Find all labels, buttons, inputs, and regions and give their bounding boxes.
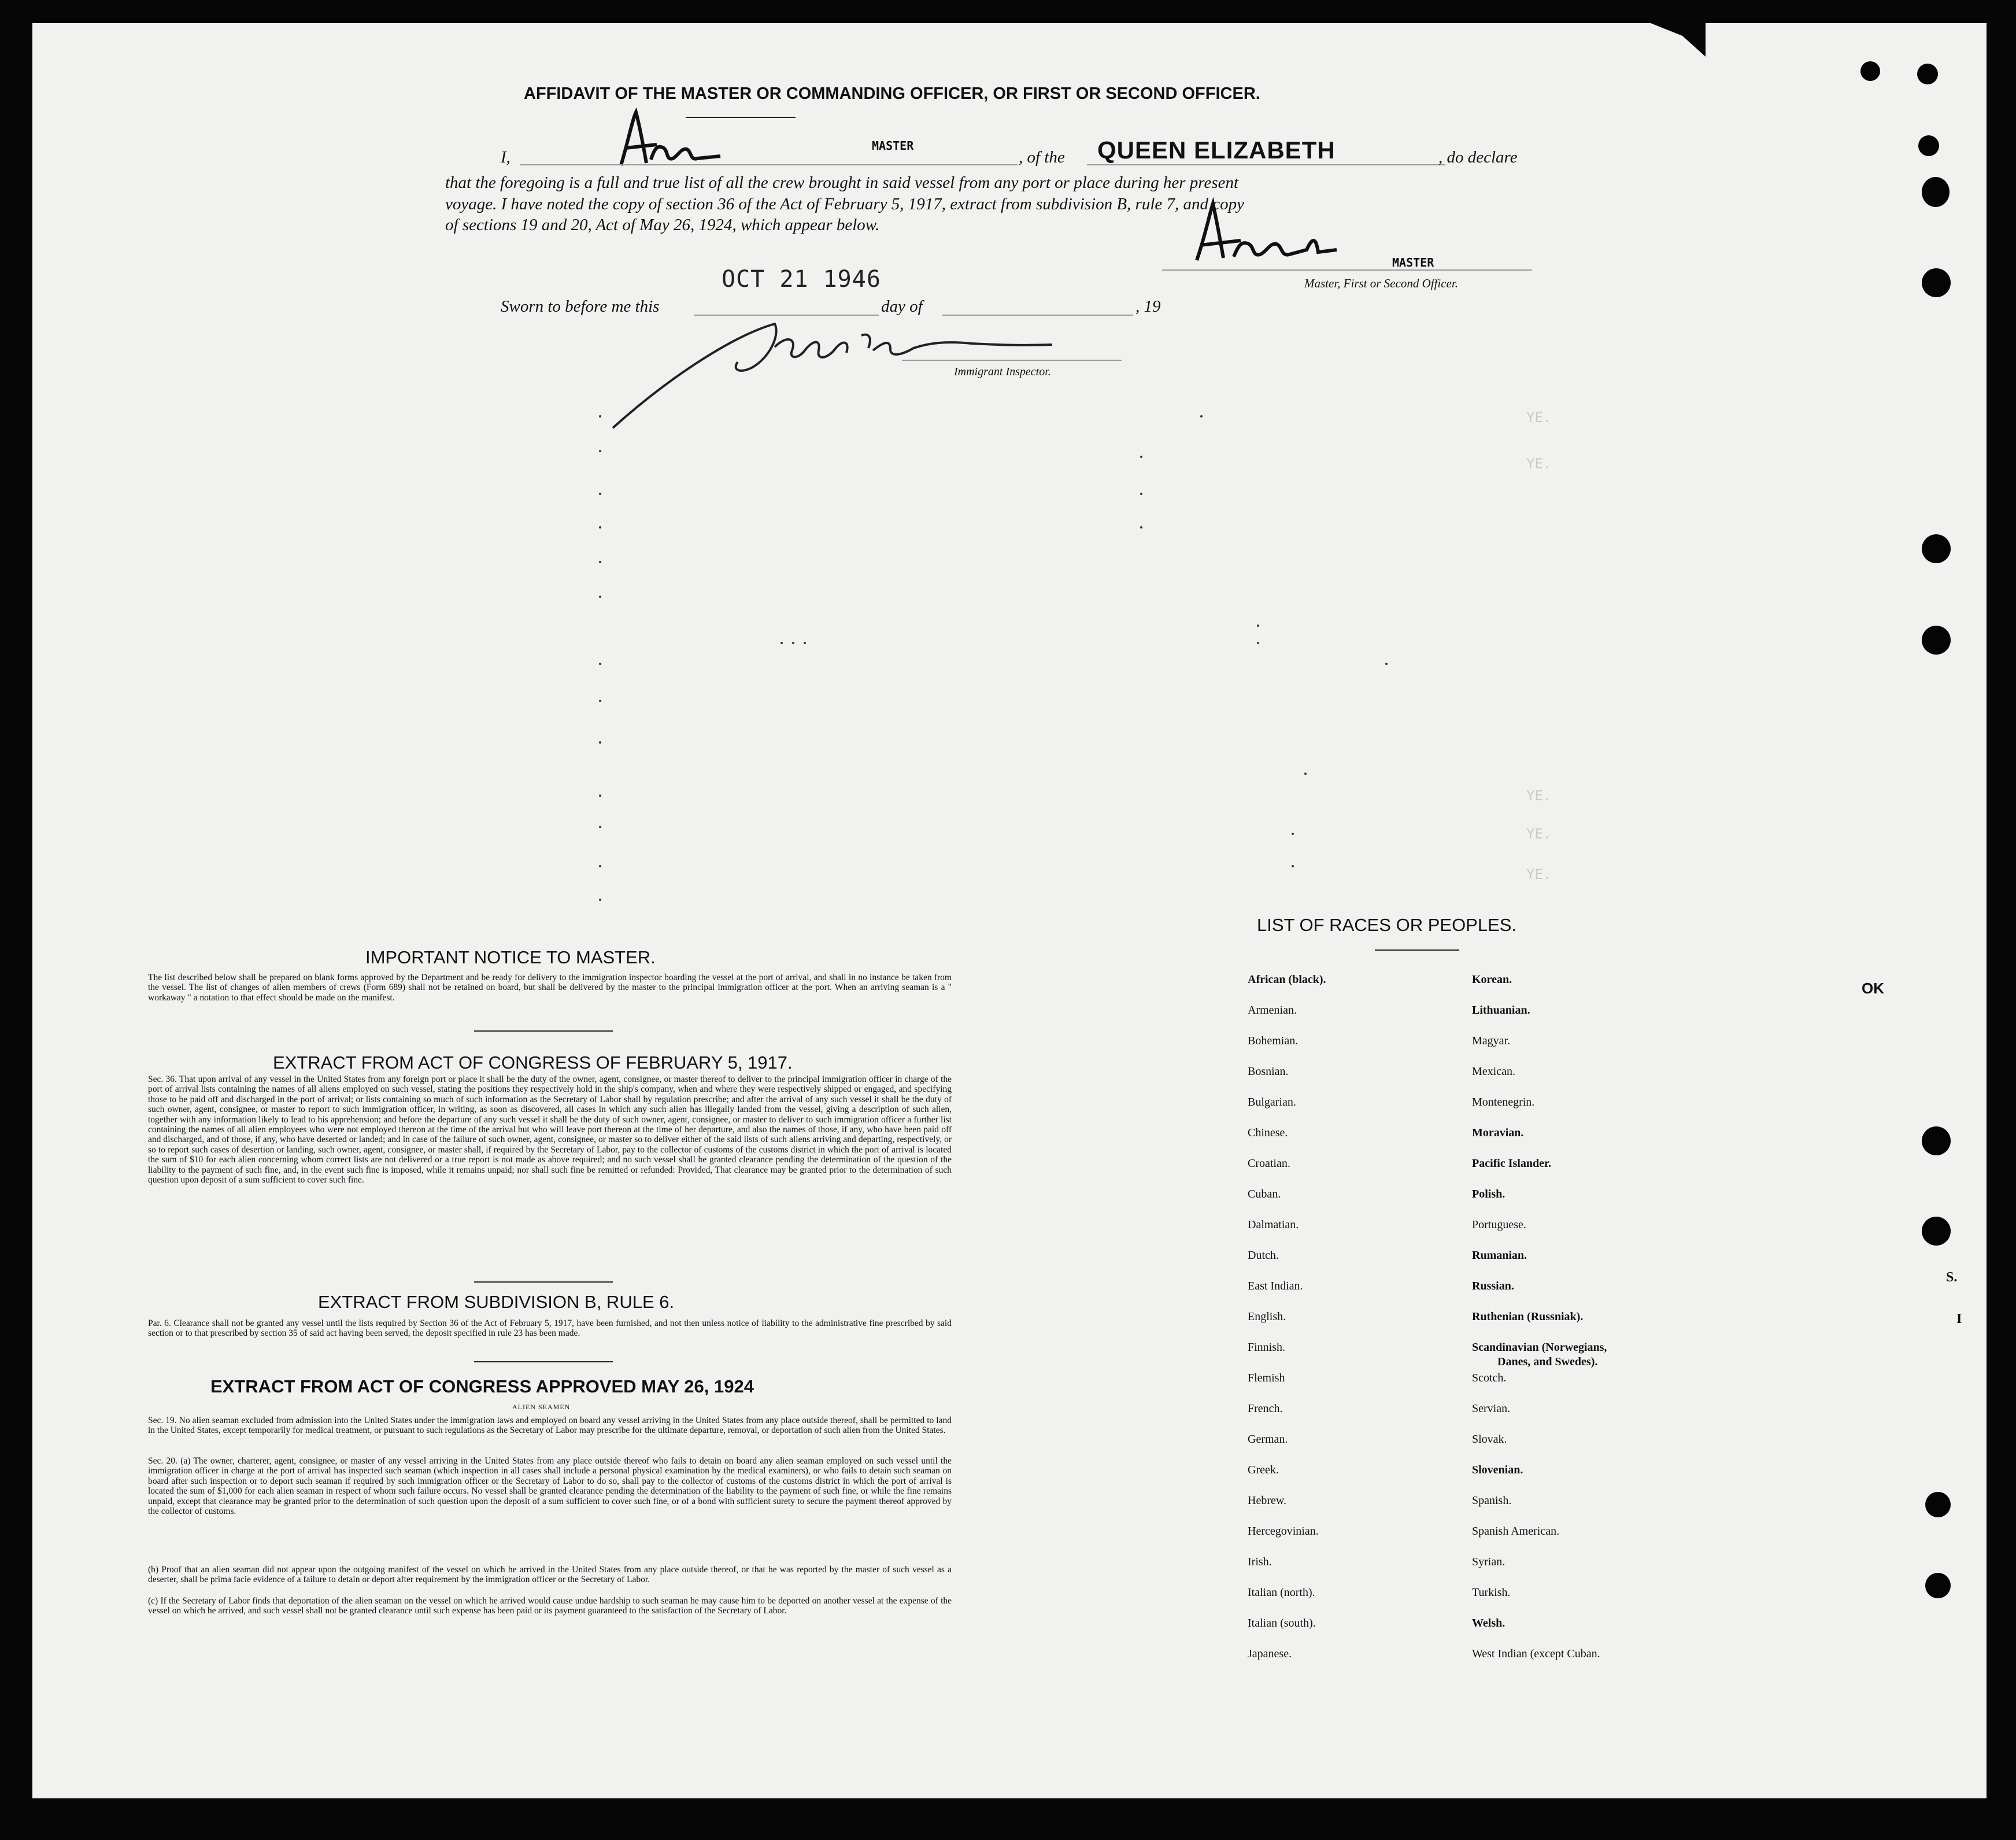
punch-hole <box>1922 626 1951 655</box>
officer-signature-line <box>1162 269 1532 271</box>
leader-dot <box>599 741 601 744</box>
leader-dot <box>599 493 601 495</box>
name-blank <box>520 164 1018 165</box>
race-item: Flemish <box>1248 1372 1285 1384</box>
race-item: Chinese. <box>1248 1126 1288 1139</box>
bleed-through-mark: YE. <box>1526 456 1552 472</box>
extract-1924-sec20a: Sec. 20. (a) The owner, charterer, agent, consignee, or master of any vessel arriving in the United States from any place outside thereof who fails to detain on board any alien seaman employed on such vessel until the immigration officer in charge at the port of arrival has inspected such seaman (which inspection in all cases shall include a personal physical examination by the medical examiners), or who fails to detain such seaman on board after such inspection or to deport such seaman if required by such immigration officer or the Secretary of Labor to do so, shall pay to the collector of customs of the customs district in which the port of arrival is located the sum of $1,000 for each alien seaman in respect of whom such failure occurs. No vessel shall be granted clearance pending the determination of the liability to the payment of such fine, or while the fine remains unpaid, except that clearance may be granted prior to the determination of such question upon the deposit of a sum sufficient to cover such fine, or of a bond with sufficient surety to secure the payment thereof approved by the collector of customs. <box>148 1456 952 1517</box>
race-item: Russian. <box>1472 1280 1514 1292</box>
race-item: Hebrew. <box>1248 1494 1287 1507</box>
master-signature <box>611 108 726 171</box>
document-page <box>32 23 1987 1798</box>
race-item: Irish. <box>1248 1555 1272 1568</box>
sworn-text: Sworn to before me this <box>501 297 660 316</box>
leader-dot <box>599 561 601 563</box>
leader-dot <box>792 642 794 644</box>
race-item: Montenegrin. <box>1472 1096 1535 1109</box>
race-item: Lithuanian. <box>1472 1004 1530 1017</box>
extract-1924-subtitle: ALIEN SEAMEN <box>512 1403 571 1411</box>
section-rule <box>474 1030 613 1032</box>
races-title: LIST OF RACES OR PEOPLES. <box>1257 915 1517 935</box>
race-item: Scandinavian (Norwegians, <box>1472 1341 1607 1354</box>
margin-mark: S. <box>1946 1270 1958 1285</box>
race-item: Spanish. <box>1472 1494 1512 1507</box>
race-item: Turkish. <box>1472 1586 1511 1599</box>
punch-hole <box>1860 61 1880 81</box>
extract-1917-title: EXTRACT FROM ACT OF CONGRESS OF FEBRUARY 5, 1917. <box>273 1052 793 1073</box>
leader-dot <box>804 642 806 644</box>
race-item: Slovenian. <box>1472 1464 1523 1476</box>
notice-title: IMPORTANT NOTICE TO MASTER. <box>365 947 656 967</box>
race-item: Bohemian. <box>1248 1034 1299 1047</box>
leader-dot <box>1140 493 1142 495</box>
leader-dot <box>599 526 601 529</box>
inspector-caption: Immigrant Inspector. <box>954 365 1051 378</box>
notice-body: The list described below shall be prepared on blank forms approved by the Department and be ready for delivery to the immigration inspector boarding the vessel at the port of arrival, and shall in no instance be taken from the vessel. The list of changes of alien members of crews (Form 689) shall not be retained on board, but shall be delivered by the master to the principal immigration officer at the port. When an arriving seaman is a " workaway " a notation to that effect should be made on the manifest. <box>148 973 952 1003</box>
punch-hole <box>1922 534 1951 563</box>
leader-dot <box>1257 642 1259 644</box>
race-item: Italian (north). <box>1248 1586 1315 1599</box>
race-item: Armenian. <box>1248 1004 1297 1017</box>
bleed-through-mark: YE. <box>1526 409 1552 426</box>
punch-hole <box>1918 135 1939 156</box>
leader-dot <box>599 450 601 452</box>
officer-rank-stamp: MASTER <box>1392 256 1434 269</box>
race-item: Croatian. <box>1248 1157 1290 1170</box>
rule6-title: EXTRACT FROM SUBDIVISION B, RULE 6. <box>318 1292 675 1312</box>
margin-mark: OK <box>1862 980 1884 997</box>
affidavit-i: I, <box>501 148 511 167</box>
race-item: Welsh. <box>1472 1617 1505 1630</box>
affidavit-title: AFFIDAVIT OF THE MASTER OR COMMANDING OFFICER, OR FIRST OR SECOND OFFICER. <box>524 84 1260 103</box>
leader-dot <box>599 899 601 901</box>
leader-dot <box>1200 415 1203 417</box>
race-item: German. <box>1248 1433 1288 1446</box>
race-item: East Indian. <box>1248 1280 1303 1292</box>
punch-hole <box>1922 1217 1951 1246</box>
race-item: Japanese. <box>1248 1647 1292 1660</box>
punch-hole <box>1922 1126 1951 1155</box>
leader-dot <box>599 795 601 797</box>
race-item: Syrian. <box>1472 1555 1505 1568</box>
races-rule <box>1375 949 1459 951</box>
leader-dot <box>1385 663 1388 665</box>
race-item: English. <box>1248 1310 1286 1323</box>
affidavit-line-3: voyage. I have noted the copy of section 36 of the Act of February 5, 1917, extract from subdivision B, rule 7, and copy <box>445 195 1245 213</box>
leader-dot <box>599 865 601 867</box>
race-item: African (black). <box>1248 973 1326 986</box>
extract-1924-sec20c: (c) If the Secretary of Labor finds that deportation of the alien seaman on the vessel on which he arrived would cause undue hardship to such seaman he may cause him to be deported on another vessel at the expense of the vessel on which he arrived, and such vessel shall not be granted clearance until such expense has been paid or its payment guaranteed to the satisfaction of the Secretary of Labor. <box>148 1596 952 1616</box>
race-item: Dutch. <box>1248 1249 1279 1262</box>
race-item: Bosnian. <box>1248 1065 1289 1078</box>
rule6-body: Par. 6. Clearance shall not be granted any vessel until the lists required by Section 36 of the Act of February 5, 1917, have been furnished, and not then unless notice of liability to the administrative fine prescribed by said section or to that prescribed by section 35 of said act having been served, the deposit specified in rule 23 has been made. <box>148 1318 952 1339</box>
punch-hole <box>1917 64 1938 84</box>
officer-caption: Master, First or Second Officer. <box>1304 276 1458 290</box>
leader-dot <box>1304 773 1307 775</box>
race-item: Dalmatian. <box>1248 1218 1299 1231</box>
section-rule <box>474 1281 613 1283</box>
margin-mark: I <box>1956 1311 1962 1327</box>
bleed-through-mark: YE. <box>1526 826 1552 842</box>
extract-1924-sec20b: (b) Proof that an alien seaman did not appear upon the outgoing manifest of the vessel on which he arrived in the United States from any place outside thereof, or that he was reported by the master of such vessel as a deserter, shall be prima facie evidence of a failure to detain or deport after requirement by the immigration officer or the Secretary of Labor. <box>148 1565 952 1585</box>
race-item: Cuban. <box>1248 1188 1281 1200</box>
affidavit-line-4: of sections 19 and 20, Act of May 26, 1924, which appear below. <box>445 216 880 234</box>
date-stamp: OCT 21 1946 <box>722 266 881 293</box>
race-item: Scotch. <box>1472 1372 1507 1384</box>
race-item: Moravian. <box>1472 1126 1524 1139</box>
race-item: Finnish. <box>1248 1341 1286 1354</box>
race-item: French. <box>1248 1402 1283 1415</box>
punch-hole <box>1922 177 1950 207</box>
race-item: Magyar. <box>1472 1034 1511 1047</box>
leader-dot <box>780 642 783 644</box>
race-item-continuation: Danes, and Swedes). <box>1497 1355 1598 1368</box>
bleed-through-mark: YE. <box>1526 788 1552 804</box>
race-item: Hercegovinian. <box>1248 1525 1319 1538</box>
extract-1924-sec19: Sec. 19. No alien seaman excluded from admission into the United States under the immigration laws and employed on board any vessel arriving in the United States from any place outside thereof, shall be permitted to land in the United States, except temporarily for medical treatment, or pursuant to such regulations as the Secretary of Labor may prescribe for the ultimate departure, removal, or deportation of such alien from the United States. <box>148 1416 952 1436</box>
race-item: Spanish American. <box>1472 1525 1560 1538</box>
punch-hole <box>1925 1492 1951 1517</box>
leader-dot <box>599 700 601 702</box>
race-item: Slovak. <box>1472 1433 1507 1446</box>
race-item: Korean. <box>1472 973 1512 986</box>
punch-hole <box>1922 268 1951 297</box>
extract-1924-title: EXTRACT FROM ACT OF CONGRESS APPROVED MAY 26, 1924 <box>210 1376 754 1396</box>
race-item: Bulgarian. <box>1248 1096 1296 1109</box>
leader-dot <box>1140 456 1142 458</box>
race-item: Polish. <box>1472 1188 1505 1200</box>
leader-dot <box>1292 833 1294 835</box>
rank-stamp: MASTER <box>872 139 914 153</box>
race-item: Mexican. <box>1472 1065 1515 1078</box>
race-item: Rumanian. <box>1472 1249 1527 1262</box>
inspector-signature-line <box>902 360 1122 361</box>
leader-dot <box>599 415 601 417</box>
affidavit-line-2: that the foregoing is a full and true list of all the crew brought in said vessel from any port or place during her present <box>445 173 1239 192</box>
vessel-name: QUEEN ELIZABETH <box>1097 136 1336 164</box>
leader-dot <box>1292 865 1294 867</box>
race-item: Italian (south). <box>1248 1617 1316 1630</box>
day-of-text: day of <box>881 297 923 316</box>
punch-hole <box>1925 1573 1951 1598</box>
officer-signature <box>1185 197 1347 272</box>
leader-dot <box>599 663 601 665</box>
leader-dot <box>599 596 601 598</box>
race-item: West Indian (except Cuban. <box>1472 1647 1600 1660</box>
section-rule <box>474 1361 613 1362</box>
race-item: Servian. <box>1472 1402 1511 1415</box>
race-item: Portuguese. <box>1472 1218 1526 1231</box>
extract-1917-body: Sec. 36. That upon arrival of any vessel in the United States from any foreign port or place it shall be the duty of the owner, agent, consignee, or master thereof to deliver to the principal immigration officer in charge of the port of arrival lists containing the names of all aliens employed on such vessel, stating the positions they respectively hold in the ship's company, when and where they were respectively shipped or engaged, and specifying those to be paid off and discharged in the port of arrival; or lists containing so much of such information as the Secretary of Labor shall by regulation prescribe; and after the arrival of any such vessel it shall be the duty of such owner, agent, consignee, or master to report to such immigration officer, in writing, as soon as discovered, all cases in which any such alien has illegally landed from the vessel, giving a description of such alien, together with any information likely to lead to his apprehension; and before the departure of any such vessel it shall be the duty of such owner, agent, consignee, or master to deliver to such immigration officer a further list containing the names of all alien employees who were not employed thereon at the time of the arrival but who will leave port thereon at the time of her departure, and also the names of those, if any, who have been paid off and discharged, and of those, if any, who have deserted or landed; and in case of the failure of such owner, agent, consignee, or master so to deliver either of the said lists of such aliens arriving and departing, respectively, or so to report such cases of desertion or landing, such owner, agent, consignee, or master shall, if required by the Secretary of Labor, pay to the collector of customs of the customs district in which the port of arrival is located the sum of $10 for each alien concerning whom correct lists are not delivered or a true report is not made as above required; and no such vessel shall be granted clearance pending the determination of the question of the liability to the payment of such fine, and, in the event such fine is imposed, while it remains unpaid; nor shall such fine be remitted or refunded: Provided, That clearance may be granted prior to the determination of such question upon deposit of a sum sufficient to cover such fine. <box>148 1074 952 1185</box>
leader-dot <box>1140 526 1142 529</box>
do-declare-text: , do declare <box>1438 148 1518 167</box>
race-item: Greek. <box>1248 1464 1279 1476</box>
year-prefix: , 19 <box>1135 297 1161 316</box>
of-the-text: , of the <box>1019 148 1065 167</box>
race-item: Ruthenian (Russniak). <box>1472 1310 1584 1323</box>
leader-dot <box>1257 625 1259 627</box>
bleed-through-mark: YE. <box>1526 866 1552 882</box>
race-item: Pacific Islander. <box>1472 1157 1552 1170</box>
vessel-blank <box>1087 164 1445 165</box>
leader-dot <box>599 826 601 828</box>
